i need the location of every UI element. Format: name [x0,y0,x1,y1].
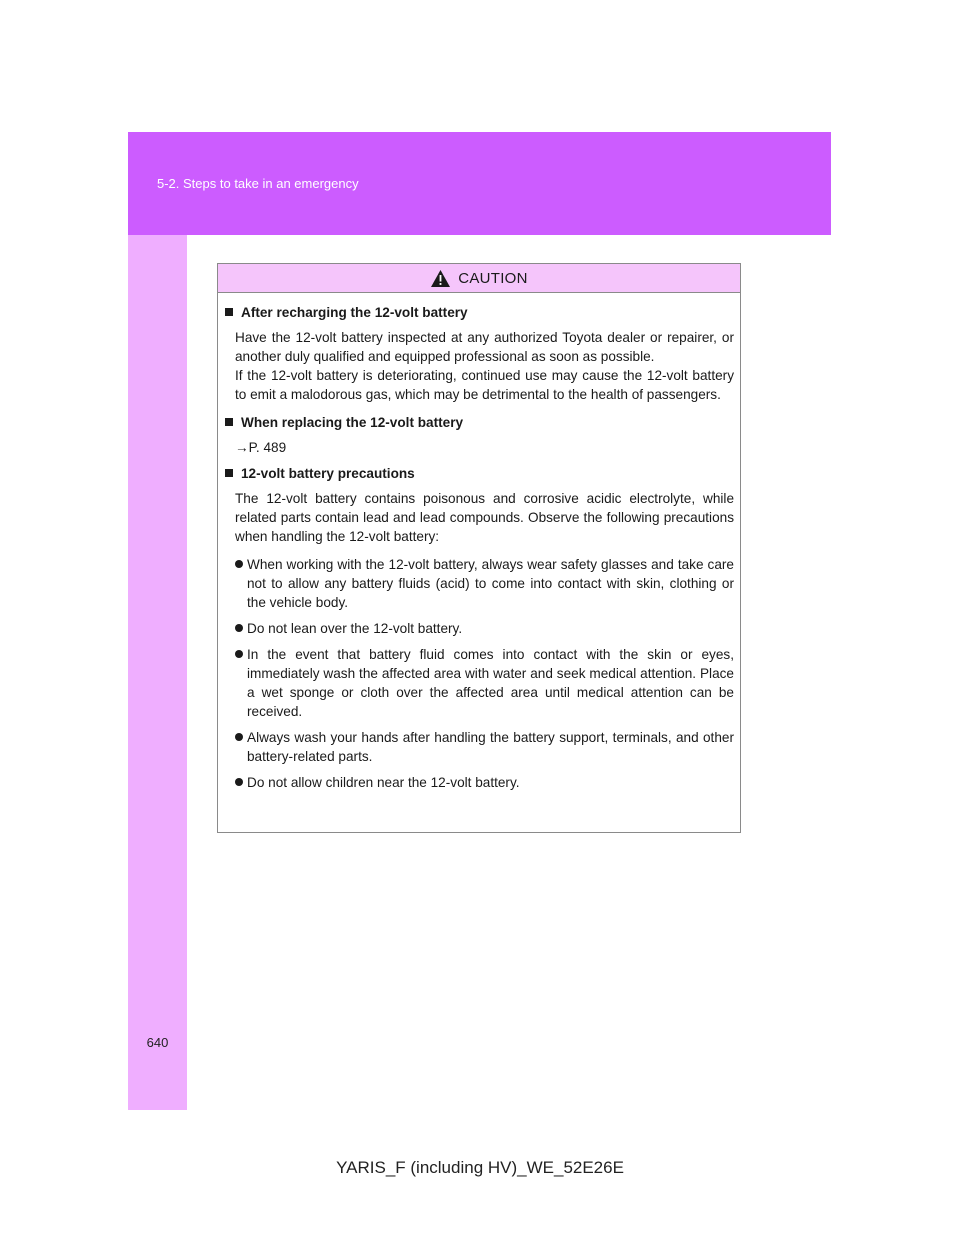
footer-document-code: YARIS_F (including HV)_WE_52E26E [336,1158,624,1177]
section-heading [224,303,734,322]
section-paragraph: Have the 12-volt battery inspected at any authorized Toyota dealer or repairer, or another duly qualified and equipped professional as soon as possible. [235,330,734,364]
section-heading-text: When replacing the 12-volt battery [241,415,464,430]
round-bullet-icon [235,778,243,786]
list-item [235,645,734,721]
section-heading [224,464,734,483]
square-bullet-icon [225,469,233,477]
section-heading-text: After recharging the 12-volt battery [241,305,468,320]
warning-triangle-icon [430,269,451,288]
caution-body [218,293,740,792]
list-item-text: Do not lean over the 12-volt battery. [247,621,463,636]
list-item-text: When working with the 12-volt battery, always wear safety glasses and take care not to allow any battery fluids (acid) to come into contact with skin, clothing or the vehicle body. [247,557,734,610]
square-bullet-icon [225,308,233,316]
list-item [235,728,734,766]
section-heading [224,413,734,432]
side-strip [128,235,187,1110]
section-title: 5-2. Steps to take in an emergency [157,176,359,191]
page-number: 640 [146,1035,169,1050]
round-bullet-icon [235,560,243,568]
round-bullet-icon [235,624,243,632]
caution-header [218,264,740,293]
list-item [235,555,734,612]
page-reference: →P. 489 [235,440,287,455]
section-paragraph: If the 12-volt battery is deteriorating, continued use may cause the 12-volt battery to emit a malodorous gas, which may be detrimental to the health of passengers. [235,368,734,402]
round-bullet-icon [235,650,243,658]
list-item [235,773,734,792]
list-item [235,619,734,638]
square-bullet-icon [225,418,233,426]
section-heading-text: 12-volt battery precautions [241,466,415,481]
caution-title: CAUTION [458,269,528,287]
list-item-text: In the event that battery fluid comes into contact with the skin or eyes, immediately wash the affected area with water and seek medical attention. Place a wet sponge or cloth over the affected area until medical attention can be received. [247,647,734,719]
list-item-text: Do not allow children near the 12-volt battery. [247,775,520,790]
list-item-text: Always wash your hands after handling the battery support, terminals, and other battery-related parts. [247,730,734,764]
caution-box [217,263,741,833]
round-bullet-icon [235,733,243,741]
section-paragraph: The 12-volt battery contains poisonous and corrosive acidic electrolyte, while related parts contain lead and lead compounds. Observe the following precautions when handling the 12-volt battery: [235,491,734,544]
